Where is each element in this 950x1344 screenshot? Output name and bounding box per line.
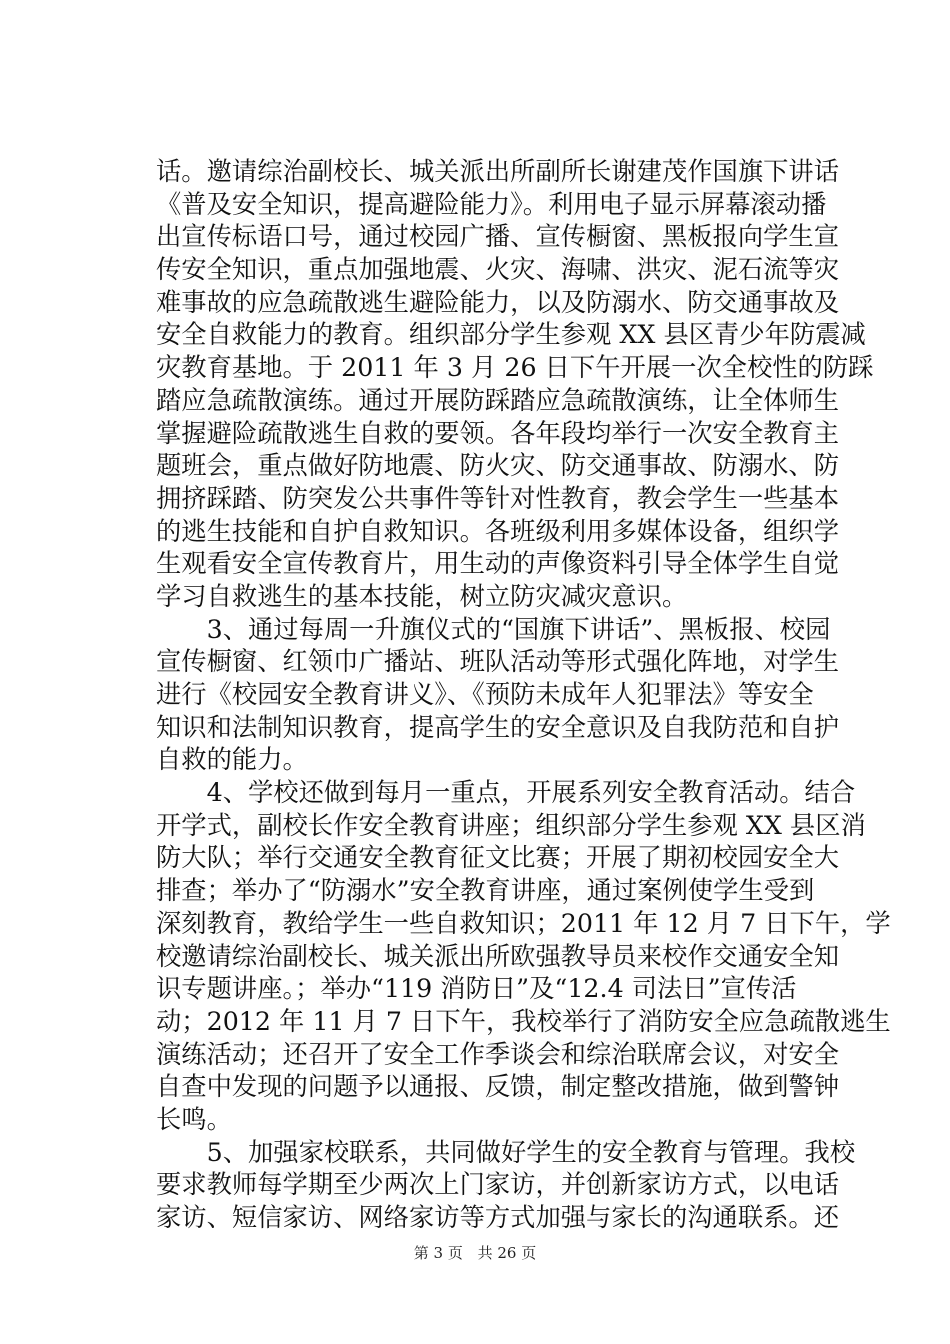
text-line: 自查中发现的问题予以通报、反馈，制定整改措施，做到警钟 (156, 1072, 840, 1102)
text-line: 开学式，副校长作安全教育讲座；组织部分学生参观 XX 县区消 (156, 810, 866, 840)
text-line: 难事故的应急疏散逃生避险能力，以及防溺水、防交通事故及 (156, 287, 840, 317)
text-line: 宣传橱窗、红领巾广播站、班队活动等形式强化阵地，对学生 (156, 647, 840, 677)
text-line: 防大队；举行交通安全教育征文比赛；开展了期初校园安全大 (156, 843, 840, 873)
text-line: 家访、短信家访、网络家访等方式加强与家长的沟通联系。还 (156, 1203, 840, 1232)
text-line: 生观看安全宣传教育片，用生动的声像资料引导全体学生自觉 (156, 549, 840, 579)
document-body (156, 156, 891, 1235)
text-line: 话。邀请综治副校长、城关派出所副所长谢建茂作国旗下讲话 (156, 157, 840, 186)
text-line: 识专题讲座。；举办“119 消防日”及“12.4 司法日”宣传活 (156, 974, 797, 1004)
text-line: 灾教育基地。于 2011 年 3 月 26 日下午开展一次全校性的防踩 (156, 353, 874, 383)
text-line: 演练活动；还召开了安全工作季谈会和综治联席会议，对安全 (156, 1039, 840, 1069)
text-line: 题班会，重点做好防地震、防火灾、防交通事故、防溺水、防 (156, 451, 840, 481)
text-line: 的逃生技能和自护自救知识。各班级利用多媒体设备，组织学 (156, 516, 840, 546)
paragraph-4-start: 4、学校还做到每月一重点，开展系列安全教育活动。结合 (156, 778, 856, 808)
text-line: 掌握避险疏散逃生自救的要领。各年段均举行一次安全教育主 (156, 418, 840, 448)
paragraph-3-start: 3、通过每周一升旗仪式的“国旗下讲话”、黑板报、校园 (156, 614, 831, 644)
page-footer (0, 1243, 950, 1263)
text-line: 学习自救逃生的基本技能，树立防灾减灾意识。 (156, 581, 688, 611)
text-line: 进行《校园安全教育讲义》、《预防未成年人犯罪法》等安全 (156, 680, 814, 709)
page-total: 共 26 页 (477, 1244, 537, 1262)
text-line: 自救的能力。 (156, 745, 308, 775)
text-line: 校邀请综治副校长、城关派出所欧强教导员来校作交通安全知 (156, 941, 840, 971)
text-line: 安全自救能力的教育。组织部分学生参观 XX 县区青少年防震减 (156, 320, 866, 350)
text-line: 踏应急疏散演练。通过开展防踩踏应急疏散演练，让全体师生 (156, 385, 840, 415)
text-line: 长鸣。 (156, 1104, 232, 1134)
page-number: 第 3 页 (413, 1244, 463, 1262)
text-line: 传安全知识，重点加强地震、火灾、海啸、洪灾、泥石流等灾 (156, 255, 840, 285)
text-line: 知识和法制知识教育，提高学生的安全意识及自我防范和自护 (156, 712, 840, 742)
text-line: 要求教师每学期至少两次上门家访，并创新家访方式，以电话 (156, 1170, 840, 1200)
text-line: 出宣传标语口号，通过校园广播、宣传橱窗、黑板报向学生宣 (156, 222, 840, 252)
text-line: 《普及安全知识，提高避险能力》。利用电子显示屏幕滚动播 (156, 189, 827, 219)
text-line: 深刻教育，教给学生一些自救知识；2011 年 12 月 7 日下午，学 (156, 908, 891, 938)
paragraph-5-start: 5、加强家校联系，共同做好学生的安全教育与管理。我校 (156, 1137, 856, 1167)
text-line: 拥挤踩踏、防突发公共事件等针对性教育，教会学生一些基本 (156, 483, 840, 513)
text-line: 动；2012 年 11 月 7 日下午，我校举行了消防安全应急疏散逃生 (156, 1006, 891, 1036)
text-line: 排查；举办了“防溺水”安全教育讲座，通过案例使学生受到 (156, 876, 815, 906)
